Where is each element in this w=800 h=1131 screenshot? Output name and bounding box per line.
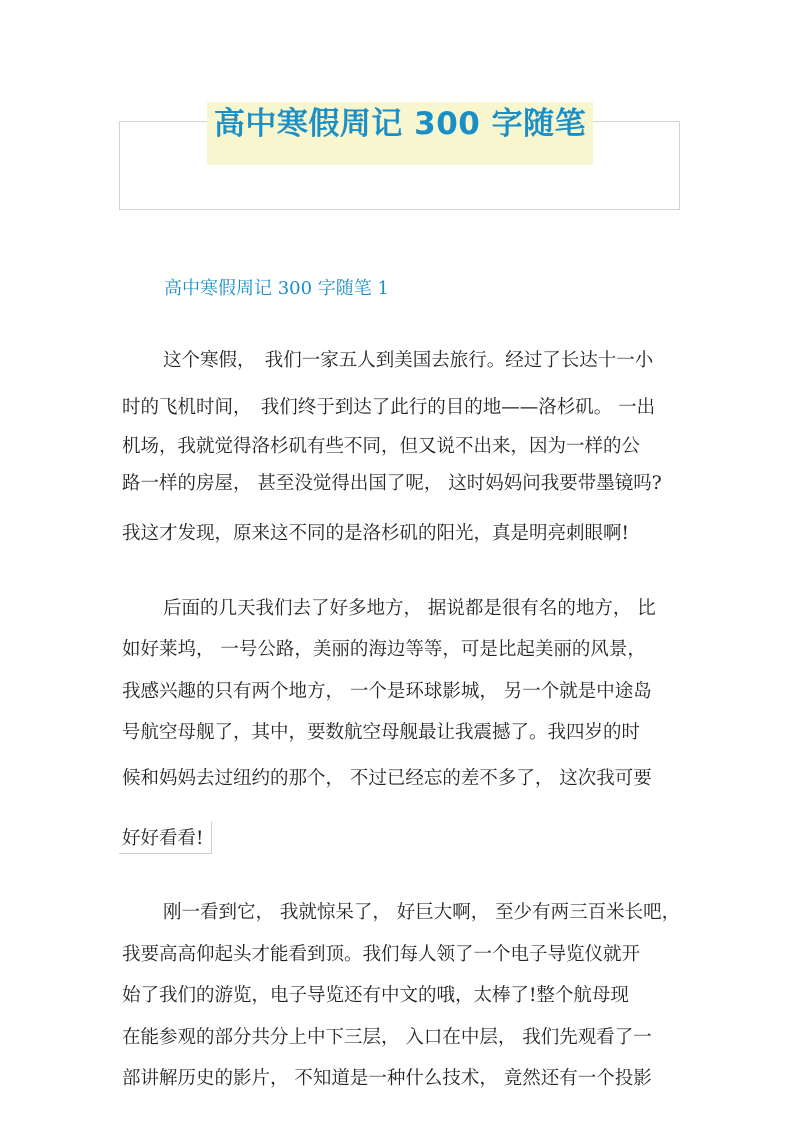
paragraph-2-line-4: 号航空母舰了，其中，要数航空母舰最让我震撼了。我四岁的时 — [122, 722, 641, 743]
paragraph-2-line-6: 好好看看! — [122, 828, 204, 849]
paragraph-3-line-5: 部讲解历史的影片， 不知道是一种什么技术， 竟然还有一个投影 — [122, 1068, 652, 1089]
paragraph-3-line-3: 始了我们的游览，电子导览还有中文的哦，太棒了!整个航母现 — [122, 985, 629, 1006]
paragraph-3-line-2: 我要高高仰起头才能看到顶。我们每人领了一个电子导览仪就开 — [122, 944, 641, 965]
paragraph-2-line-2: 如好莱坞， 一号公路，美丽的海边等等，可是比起美丽的风景， — [122, 639, 646, 660]
paragraph-2-line-5: 候和妈妈去过纽约的那个， 不过已经忘的差不多了， 这次我可要 — [122, 768, 652, 789]
paragraph-2-line-1: 后面的几天我们去了好多地方， 据说都是很有名的地方， 比 — [163, 598, 656, 619]
text-selection-frame — [119, 822, 212, 854]
paragraph-1-line-2: 时的飞机时间， 我们终于到达了此行的目的地——洛杉矶。 一出 — [122, 397, 656, 418]
paragraph-1-line-4: 路一样的房屋， 甚至没觉得出国了呢， 这时妈妈问我要带墨镜吗? — [122, 473, 662, 494]
paragraph-1-line-1: 这个寒假， 我们一家五人到美国去旅行。经过了长达十一小 — [163, 350, 654, 371]
section-heading: 高中寒假周记 300 字随笔 1 — [164, 278, 389, 299]
paragraph-1-line-5: 我这才发现，原来这不同的是洛杉矶的阳光，真是明亮刺眼啊! — [122, 523, 629, 544]
paragraph-3-line-4: 在能参观的部分共分上中下三层， 入口在中层， 我们先观看了一 — [122, 1027, 652, 1048]
document-title: 高中寒假周记 300 字随笔 — [213, 106, 587, 142]
paragraph-1-line-3: 机场，我就觉得洛杉矶有些不同，但又说不出来，因为一样的公 — [122, 436, 641, 457]
paragraph-3-line-1: 刚一看到它， 我就惊呆了， 好巨大啊， 至少有两三百米长吧， — [163, 902, 681, 923]
paragraph-2-line-3: 我感兴趣的只有两个地方， 一个是环球影城， 另一个就是中途岛 — [122, 681, 652, 702]
